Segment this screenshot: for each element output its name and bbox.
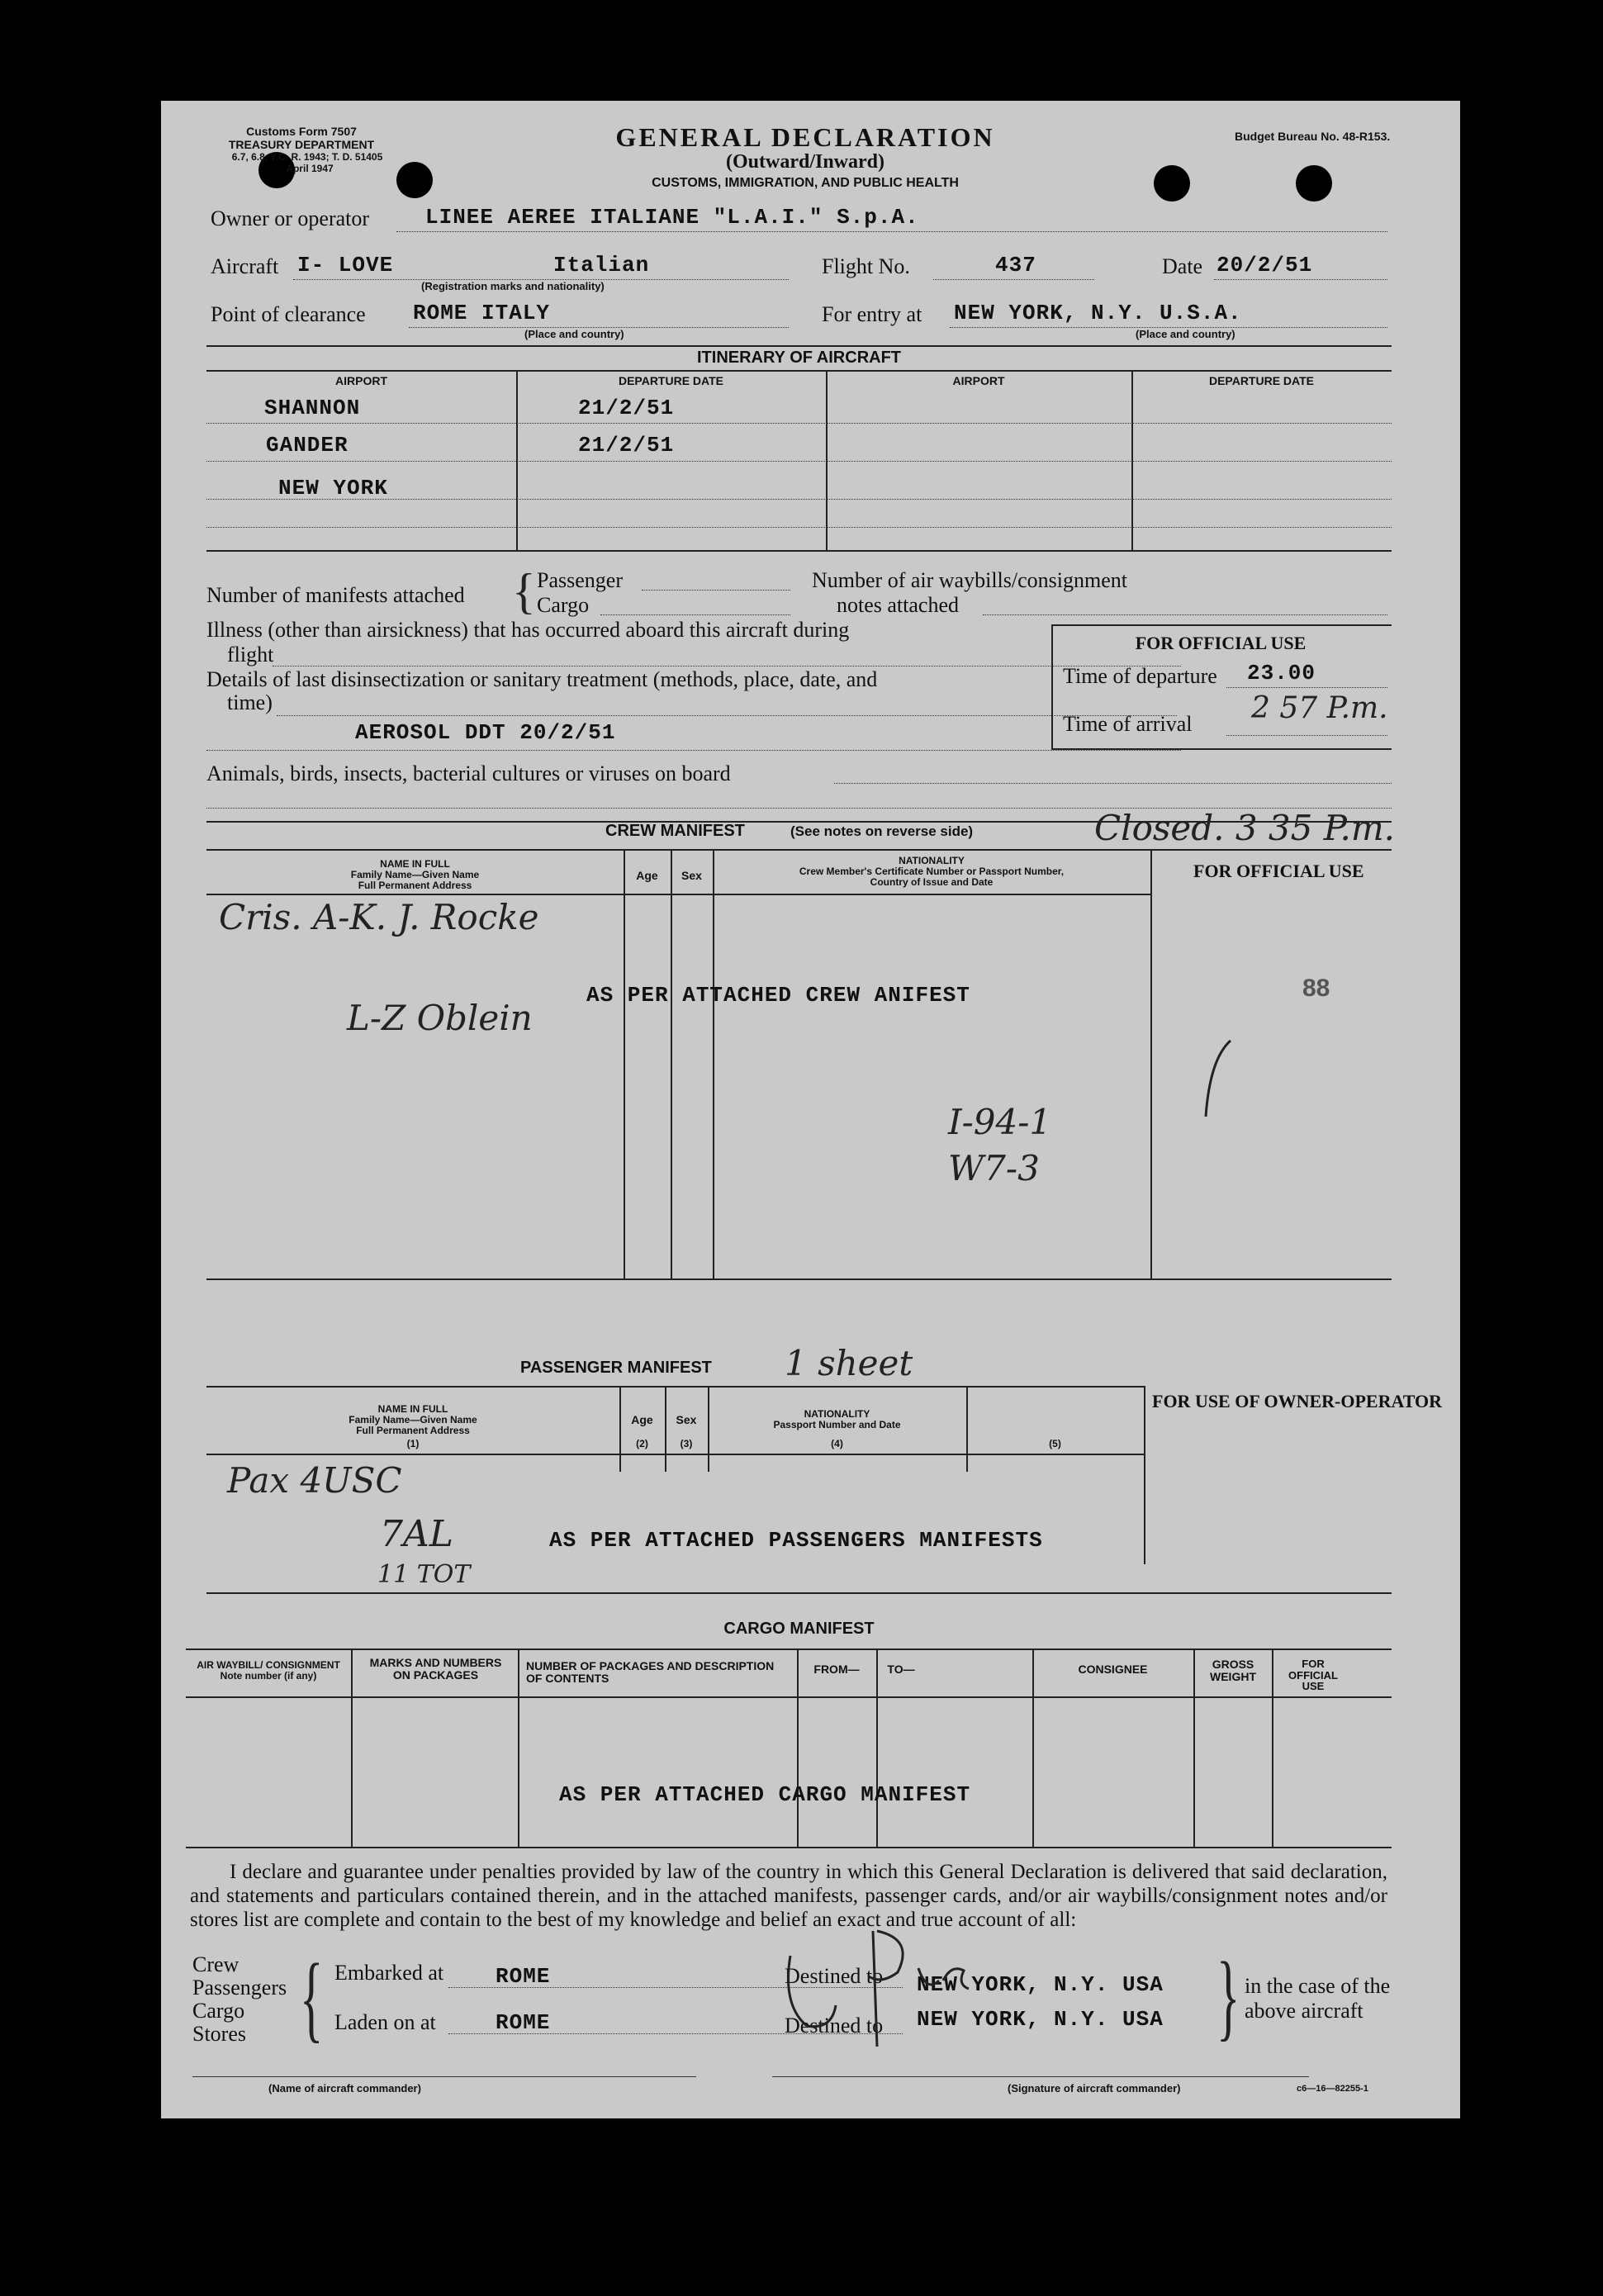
- time-of-departure-label: Time of departure: [1063, 664, 1217, 688]
- laden-label: Laden on at: [334, 2010, 436, 2034]
- disinsect-value: AEROSOL DDT 20/2/51: [355, 720, 616, 745]
- itinerary-title: ITINERARY OF AIRCRAFT: [696, 349, 902, 367]
- crew-manifest-note: (See notes on reverse side): [790, 823, 974, 839]
- crew-closed-note: Closed. 3 35 P.m.: [1094, 808, 1395, 848]
- cargo-header-weight: GROSS WEIGHT: [1210, 1658, 1256, 1683]
- animals-label: Animals, birds, insects, bacterial cultures or viruses on board: [206, 761, 731, 785]
- aircraft-caption: (Registration marks and nationality): [421, 280, 605, 292]
- crew-header-name-3: Full Permanent Address: [358, 880, 472, 891]
- itinerary-header-date: DEPARTURE DATE: [618, 374, 724, 387]
- crew-handwritten-2: L-Z Oblein: [347, 998, 533, 1038]
- entry-value: NEW YORK, N.Y. U.S.A.: [954, 301, 1242, 325]
- embarked-value: ROME: [496, 1964, 551, 1989]
- punch-hole: [1154, 165, 1190, 202]
- laden-value: ROME: [496, 2010, 551, 2035]
- cargo-header-consignee: CONSIGNEE: [1078, 1663, 1148, 1676]
- passenger-header-name-3: Full Permanent Address: [356, 1425, 470, 1436]
- crew-handwritten-w7: W7-3: [948, 1148, 1040, 1188]
- date-value: 20/2/51: [1216, 253, 1313, 278]
- cargo-header-to: TO—: [887, 1663, 915, 1676]
- passenger-header-col-3: (3): [680, 1438, 693, 1449]
- cargo-header-from: FROM—: [813, 1663, 860, 1676]
- form-date: April 1947: [286, 163, 334, 174]
- itinerary-header-airport-2: AIRPORT: [952, 374, 1005, 387]
- decl-cargo: Cargo: [192, 1999, 245, 2023]
- time-of-arrival-value: 2 57 P.m.: [1251, 691, 1388, 725]
- itinerary-airport-2: GANDER: [266, 433, 349, 458]
- crew-header-name-2: Family Name—Given Name: [350, 869, 480, 880]
- brace: {: [512, 564, 536, 619]
- itinerary-date-1: 21/2/51: [578, 396, 675, 420]
- owner-label: Owner or operator: [211, 206, 370, 230]
- crew-number-88: 88: [1302, 975, 1330, 1002]
- decl-brace: {: [300, 1943, 324, 2052]
- decl-brace-right: }: [1216, 1942, 1240, 2050]
- destined-value-1: NEW YORK, N.Y. USA: [917, 1972, 1164, 1997]
- manifest-cargo-label: Cargo: [537, 593, 590, 617]
- passenger-header-col-5: (5): [1049, 1438, 1061, 1449]
- decl-passengers: Passengers: [192, 1976, 287, 2000]
- regulation-ref: 6.7, 6.8, Y.C. R. 1943; T. D. 51405: [231, 151, 383, 163]
- case-label-1: in the case of the: [1245, 1974, 1391, 1998]
- passenger-sheet-count: 1 sheet: [785, 1343, 913, 1383]
- passenger-manifest-title: PASSENGER MANIFEST: [520, 1359, 712, 1377]
- decl-stores: Stores: [192, 2022, 246, 2046]
- waybills-label-2: notes attached: [837, 593, 959, 617]
- clearance-value: ROME ITALY: [413, 301, 551, 325]
- page-subtitle-2: CUSTOMS, IMMIGRATION, AND PUBLIC HEALTH: [652, 176, 959, 190]
- punch-hole: [396, 162, 433, 198]
- crew-header-nationality-3: Country of Issue and Date: [870, 876, 994, 888]
- crew-stamp: AS PER ATTACHED CREW ANIFEST: [586, 983, 970, 1008]
- print-code: c6—16—82255-1: [1297, 2084, 1368, 2094]
- owner-value: LINEE AEREE ITALIANE "L.A.I." S.p.A.: [425, 205, 919, 230]
- crew-handwritten-i94: I-94-1: [948, 1102, 1052, 1142]
- passenger-header-nationality-2: Passport Number and Date: [773, 1419, 901, 1430]
- passenger-handwritten-3: 11 TOT: [377, 1560, 471, 1589]
- flight-value: 437: [995, 253, 1036, 278]
- passenger-header-age: Age: [631, 1413, 653, 1426]
- destined-label-1: Destined to: [785, 1964, 884, 1988]
- form-number: Customs Form 7507: [246, 125, 357, 138]
- disinsect-label: Details of last disinsectization or sanitary treatment (methods, place, date, and: [206, 667, 878, 691]
- passenger-stamp: AS PER ATTACHED PASSENGERS MANIFESTS: [549, 1528, 1043, 1553]
- official-use-title: FOR OFFICIAL USE: [1135, 633, 1307, 653]
- department: TREASURY DEPARTMENT: [228, 138, 375, 151]
- passenger-header-owner: FOR USE OF OWNER-OPERATOR: [1152, 1391, 1443, 1411]
- time-of-arrival-label: Time of arrival: [1063, 712, 1193, 736]
- punch-hole: [1296, 165, 1332, 202]
- passenger-handwritten-2: 7AL: [380, 1513, 453, 1555]
- commander-name-caption: (Name of aircraft commander): [268, 2082, 421, 2094]
- entry-label: For entry at: [822, 302, 922, 326]
- passenger-header-name: NAME IN FULL: [377, 1403, 448, 1415]
- illness-label: Illness (other than airsickness) that has occurred aboard this aircraft during: [206, 618, 850, 642]
- itinerary-airport-3: NEW YORK: [278, 476, 388, 500]
- crew-header-official: FOR OFFICIAL USE: [1193, 861, 1364, 881]
- declaration-form: [161, 101, 1460, 2118]
- passenger-header-sex: Sex: [676, 1413, 697, 1426]
- crew-tick-mark: [1185, 1034, 1243, 1125]
- illness-label-2: flight: [227, 643, 274, 667]
- destined-value-2: NEW YORK, N.Y. USA: [917, 2007, 1164, 2032]
- itinerary-airport-1: SHANNON: [264, 396, 361, 420]
- manifests-label: Number of manifests attached: [206, 583, 465, 607]
- decl-crew: Crew: [192, 1952, 240, 1976]
- declaration-text: I declare and guarantee under penalties provided by law of the country in which this General Declaration is delivered that said declaration, and statements and particulars contained therein, and in the attached manifests, passenger cards, and/or air waybills/consignment notes and/or stores list are complete and contain to the best of my knowledge and belief an exact and true account of all:: [190, 1861, 1387, 1931]
- clearance-caption: (Place and country): [524, 328, 624, 340]
- crew-header-name: NAME IN FULL: [380, 858, 450, 870]
- cargo-header-waybill: AIR WAYBILL/ CONSIGNMENT Note number (if any): [197, 1659, 340, 1682]
- page-subtitle: (Outward/Inward): [725, 151, 884, 173]
- cargo-header-official: FOR OFFICIAL USE: [1288, 1658, 1338, 1693]
- cargo-stamp: AS PER ATTACHED CARGO MANIFEST: [559, 1782, 971, 1807]
- disinsect-label-2: time): [227, 690, 273, 714]
- cargo-header-packages: NUMBER OF PACKAGES AND DESCRIPTION OF CONTENTS: [526, 1659, 775, 1685]
- date-label: Date: [1162, 254, 1203, 278]
- clearance-label: Point of clearance: [211, 302, 366, 326]
- passenger-header-col-1: (1): [406, 1438, 420, 1449]
- itinerary-header-date-2: DEPARTURE DATE: [1208, 374, 1315, 387]
- crew-manifest-title: CREW MANIFEST: [605, 822, 745, 840]
- passenger-handwritten-1: Pax 4USC: [227, 1460, 402, 1501]
- page-title: GENERAL DECLARATION: [615, 122, 995, 152]
- aircraft-nationality: Italian: [553, 253, 650, 278]
- aircraft-label: Aircraft: [211, 254, 279, 278]
- embarked-label: Embarked at: [334, 1961, 444, 1985]
- passenger-header-nationality: NATIONALITY: [804, 1408, 870, 1420]
- waybills-label-1: Number of air waybills/consignment: [812, 568, 1127, 592]
- commander-signature-caption: (Signature of aircraft commander): [1008, 2082, 1181, 2094]
- crew-header-nationality-2: Crew Member's Certificate Number or Passport Number,: [799, 866, 1065, 877]
- time-of-departure-value: 23.00: [1247, 661, 1316, 685]
- budget-number: Budget Bureau No. 48-R153.: [1235, 130, 1391, 143]
- crew-header-nationality: NATIONALITY: [899, 855, 965, 866]
- passenger-header-name-2: Family Name—Given Name: [349, 1414, 477, 1426]
- commander-signature: [774, 1881, 989, 2071]
- flight-label: Flight No.: [822, 254, 910, 278]
- crew-header-age: Age: [636, 869, 658, 882]
- passenger-header-col-4: (4): [831, 1438, 843, 1449]
- destined-label-2: Destined to: [785, 2014, 884, 2037]
- crew-header-sex: Sex: [681, 869, 702, 882]
- entry-caption: (Place and country): [1136, 328, 1235, 340]
- cargo-manifest-title: CARGO MANIFEST: [723, 1620, 875, 1638]
- crew-handwritten-1: Cris. A-K. J. Rocke: [219, 897, 539, 937]
- passenger-header-col-2: (2): [636, 1438, 648, 1449]
- itinerary-header-airport: AIRPORT: [335, 374, 387, 387]
- case-label-2: above aircraft: [1245, 1999, 1363, 2023]
- cargo-header-marks: MARKS AND NUMBERS ON PACKAGES: [369, 1656, 502, 1682]
- itinerary-date-2: 21/2/51: [578, 433, 675, 458]
- aircraft-registration: I- LOVE: [297, 253, 394, 278]
- manifest-passenger-label: Passenger: [537, 568, 623, 592]
